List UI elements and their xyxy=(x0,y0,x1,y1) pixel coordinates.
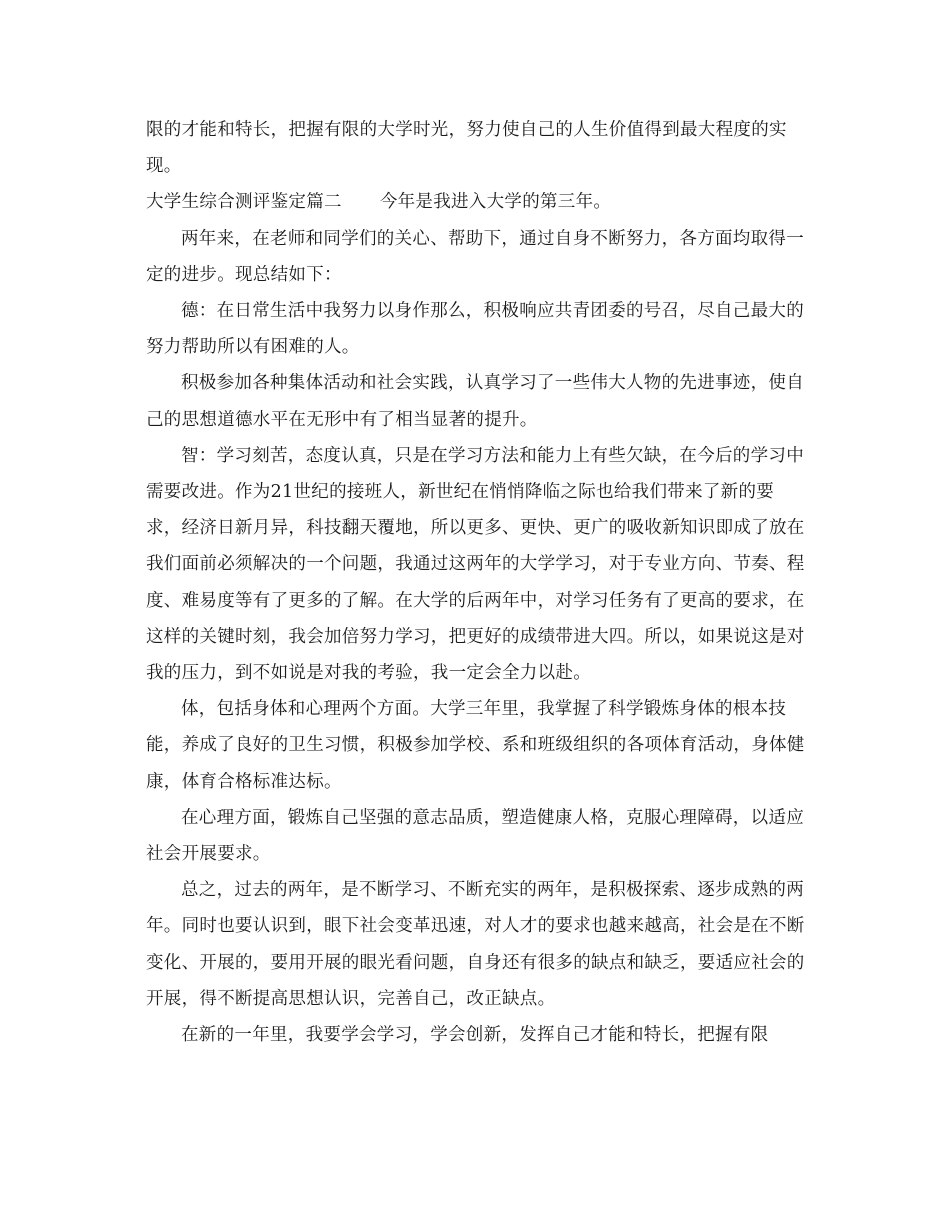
paragraph-physical: 体，包括身体和心理两个方面。大学三年里，我掌握了科学锻炼身体的根本技能，养成了良好的卫生习惯，积极参加学校、系和班级组织的各项体育活动，身体健康，体育合格标准达标。 xyxy=(146,699,805,792)
section-heading-line xyxy=(146,184,806,220)
continuation-paragraph: 限的才能和特长，把握有限的大学时光，努力使自己的人生价值得到最大程度的实现。 xyxy=(146,120,787,177)
document-body xyxy=(146,112,806,1053)
paragraph-intellect: 智：学习刻苦，态度认真，只是在学习方法和能力上有些欠缺，在今后的学习中需要改进。作为21世纪的接班人，新世纪在悄悄降临之际也给我们带来了新的要求，经济日新月异，科技翻天覆地，所以更多、更快、更广的吸收新知识即成了放在我们面前必须解决的一个问题，我通过这两年的大学学习，对于专业方向、节奏、程度、难易度等有了更多的了解。在大学的后两年中，对学习任务有了更高的要求，在这样的关键时刻，我会加倍努力学习，把更好的成绩带进大四。所以，如果说这是对我的压力，到不如说是对我的考验，我一定会全力以赴。 xyxy=(146,445,805,684)
paragraph-summary: 总之，过去的两年，是不断学习、不断充实的两年，是积极探索、逐步成熟的两年。同时也要认识到，眼下社会变革迅速，对人才的要求也越来越高，社会是在不断变化、开展的，要用开展的眼光看问题，自身还有很多的缺点和缺乏，要适应社会的开展，得不断提高思想认识，完善自己，改正缺点。 xyxy=(146,880,805,1009)
paragraph-progress: 两年来，在老师和同学们的关心、帮助下，通过自身不断努力，各方面均取得一定的进步。现总结如下： xyxy=(146,228,804,285)
section-heading: 大学生综合测评鉴定篇二 xyxy=(146,192,342,213)
paragraph-morality: 德：在日常生活中我努力以身作那么，积极响应共青团委的号召，尽自己最大的努力帮助所以有困难的人。 xyxy=(146,301,804,358)
paragraph-psychology: 在心理方面，锻炼自己坚强的意志品质，塑造健康人格，克服心理障碍，以适应社会开展要求。 xyxy=(146,807,804,865)
paragraph-activities: 积极参加各种集体活动和社会实践，认真学习了一些伟大人物的先进事迹，使自己的思想道德水平在无形中有了相当显著的提升。 xyxy=(146,373,804,430)
section-intro: 今年是我进入大学的第三年。 xyxy=(379,192,612,213)
paragraph-new-year: 在新的一年里，我要学会学习，学会创新，发挥自己才能和特长，把握有限 xyxy=(181,1025,769,1046)
